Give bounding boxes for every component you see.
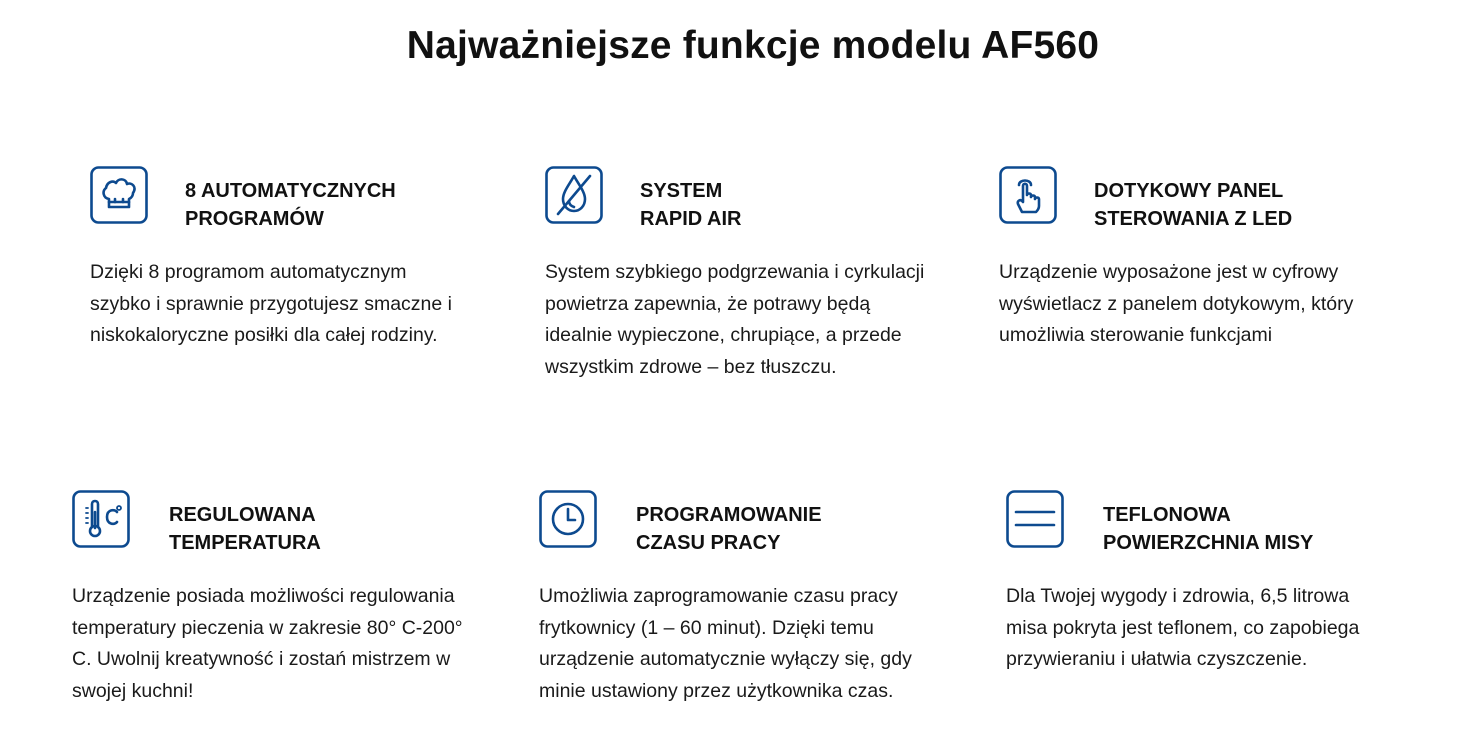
chef-hat-icon [90,166,148,224]
feature-heading: 8 AUTOMATYCZNYCH PROGRAMÓW [185,180,396,230]
touch-finger-icon [999,166,1057,224]
feature-rapid-air [545,166,975,396]
feature-description: System szybkiego podgrzewania i cyrkulacji powietrza zapewnia, że potrawy będą idealnie wypieczone, chrupiące, a przede wszystkim zdrowe – bez tłuszczu. [545,261,925,378]
page-title: Najważniejsze funkcje modelu AF560 [406,24,1100,67]
feature-heading: REGULOWANA TEMPERATURA [169,504,321,554]
thermometer-celsius-icon [72,490,130,548]
feature-heading: TEFLONOWA POWIERZCHNIA MISY [1103,504,1314,554]
feature-description: Umożliwia zaprogramowanie czasu pracy frytkownicy (1 – 60 minut). Dzięki temu urządzenie automatycznie wyłączy się, gdy minie ustawiony przez użytkownika czas. [539,585,912,702]
feature-teflon-bowl [1006,490,1426,690]
feature-description: Dla Twojej wygody i zdrowia, 6,5 litrowa misa pokryta jest teflonem, co zapobiega przywieraniu i ułatwia czyszczenie. [1006,585,1360,670]
no-oil-drop-icon [545,166,603,224]
clock-icon [539,490,597,548]
feature-heading: PROGRAMOWANIE CZASU PRACY [636,504,822,554]
feature-heading: DOTYKOWY PANEL STEROWANIA Z LED [1094,180,1293,230]
teflon-surface-icon [1006,490,1064,548]
feature-description: Dzięki 8 programom automatycznym szybko i sprawnie przygotujesz smaczne i niskokaloryczne posiłki dla całej rodziny. [90,261,452,346]
feature-timer [539,490,979,720]
feature-touch-panel [999,166,1419,366]
feature-temperature [72,490,512,720]
feature-description: Urządzenie posiada możliwości regulowania temperatury pieczenia w zakresie 80° C-200° C. Uwolnij kreatywność i zostań mistrzem w swojej kuchni! [72,585,463,702]
feature-automatic-programs [90,166,510,366]
feature-heading: SYSTEM RAPID AIR [640,180,742,230]
feature-description: Urządzenie wyposażone jest w cyfrowy wyświetlacz z panelem dotykowym, który umożliwia sterowanie funkcjami [999,261,1354,346]
